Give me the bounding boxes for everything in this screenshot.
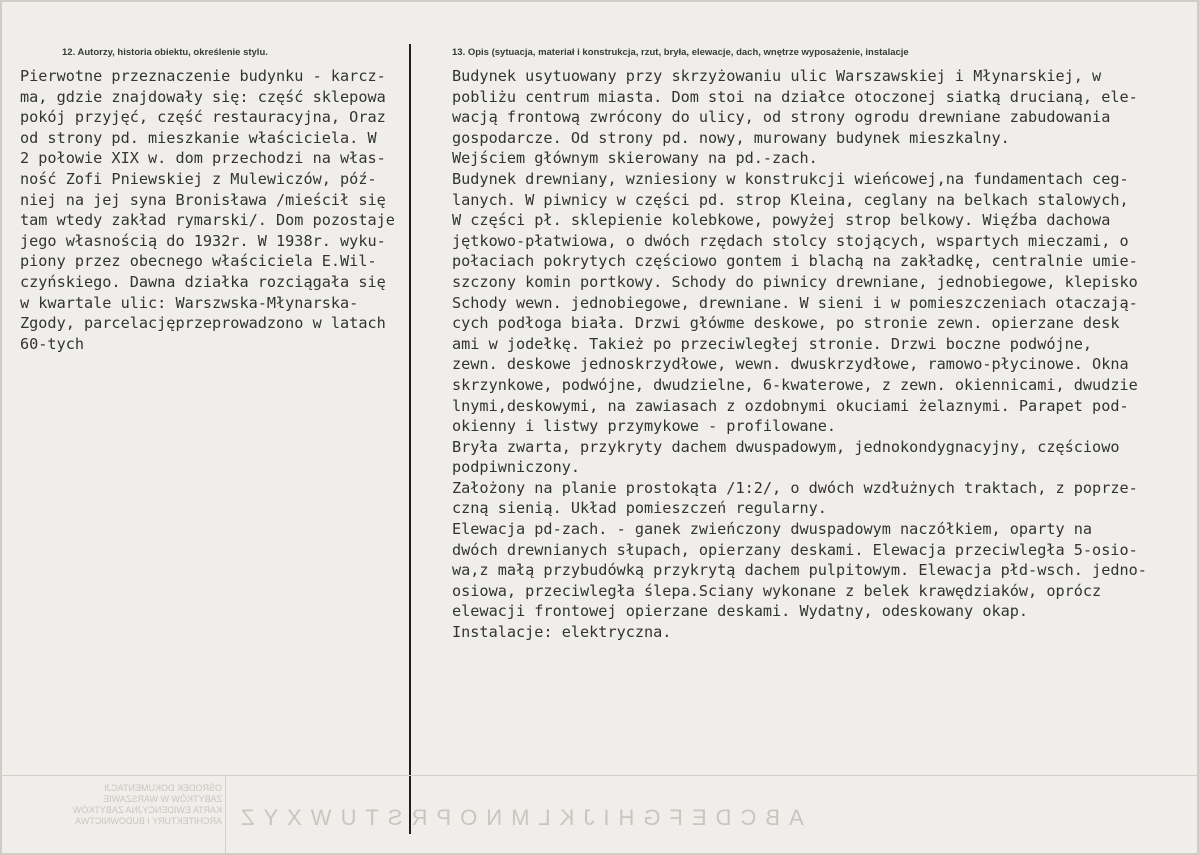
text-line: pokój przyjęć, część restauracyjna, Oraz xyxy=(20,108,386,127)
text-line: OŚRODEK DOKUMENTACJI xyxy=(104,783,222,793)
text-line: jętkowo-płatwiowa, o dwóch rzędach stolcy stojących, wspartych mieczami, o xyxy=(452,231,1129,250)
text-line: 60-tych xyxy=(20,334,85,353)
text-line: zewn. deskowe jednoskrzydłowe, wewn. dwuskrzydłowe, ramowo-płycinowe. Okna xyxy=(452,355,1129,374)
text-line: Instalacje: elektryczna. xyxy=(452,623,672,642)
text-line: lnymi,deskowymi, na zawiasach z ozdobnymi okuciami żelaznymi. Parapet pod- xyxy=(452,396,1129,415)
text-line: okienny i listwy przymykowe - profilowane. xyxy=(452,417,837,436)
text-line: gospodarcze. Od strony pd. nowy, murowany budynek mieszkalny. xyxy=(452,128,1010,147)
text-line: KARTA EWIDENCYJNA ZABYTKÓW xyxy=(72,805,222,815)
text-line: ność Zofi Pniewskiej z Mulewiczów, póź- xyxy=(20,169,377,188)
text-line: Zgody, parcelacjęprzeprowadzono w latach xyxy=(20,314,386,333)
text-line: podpiwniczony. xyxy=(452,458,581,477)
text-line: niej na jej syna Bronisława /mieścił się xyxy=(20,190,386,209)
section-13-heading: 13. Opis (sytuacja, materiał i konstrukcja, rzut, bryła, elewacje, dach, wnętrze wyposażenie, instalacje xyxy=(452,47,909,58)
text-line: elewacji frontowej opierzane deskami. Wydatny, odeskowany okap. xyxy=(452,602,1029,621)
text-line: Schody wewn. jednobiegowe, drewniane. W sieni i w pomieszczeniach otaczają- xyxy=(452,293,1138,312)
form-footer-bleedthrough xyxy=(0,775,1199,855)
section-13-text xyxy=(452,66,1197,643)
text-line: połaciach pokrytych częściowo gontem i blachą na zakładkę, centralnie umie- xyxy=(452,252,1138,271)
text-line: cych podłoga biała. Drzwi główme deskowe, po stronie zewn. opierzane desk xyxy=(452,314,1120,333)
text-line: piony przez obecnego właściciela E.Wil- xyxy=(20,252,377,271)
text-line: Założony na planie prostokąta /1:2/, o dwóch wzdłużnych traktach, z poprze- xyxy=(452,478,1138,497)
section-12-heading: 12. Autorzy, historia obiektu, określenie stylu. xyxy=(62,47,268,58)
text-line: jego własnością do 1932r. W 1938r. wyku- xyxy=(20,231,386,250)
text-line: od strony pd. mieszkanie właściciela. W xyxy=(20,128,377,147)
text-line: Wejściem głównym skierowany na pd.-zach. xyxy=(452,149,818,168)
footer-org-lines xyxy=(2,783,222,827)
section-12-text xyxy=(20,66,410,354)
text-line: Bryła zwarta, przykryty dachem dwuspadowym, jednokondygnacyjny, częściowo xyxy=(452,437,1120,456)
text-line: szczony komin portkowy. Schody do piwnicy drewniane, jednobiegowe, klepisko xyxy=(452,272,1138,291)
text-line: osiowa, przeciwległa ślepa.Sciany wykonane z belek krawędziaków, oprócz xyxy=(452,581,1102,600)
text-line: W części pł. sklepienie kolebkowe, powyżej strop belkowy. Więźba dachowa xyxy=(452,211,1111,230)
text-line: ZABYTKÓW W WARSZAWIE xyxy=(103,794,222,804)
text-line: 2 połowie XIX w. dom przechodzi na włas- xyxy=(20,149,386,168)
text-line: wa,z małą przybudówką przykrytą dachem pulpitowym. Elewacja płd-wsch. jedno- xyxy=(452,561,1147,580)
text-line: tam wtedy zakład rymarski/. Dom pozostaje xyxy=(20,211,395,230)
text-line: ARCHITEKTURY I BUDOWNICTWA xyxy=(75,816,222,826)
text-line: skrzynkowe, podwójne, dwudzielne, 6-kwaterowe, z zewn. okiennicami, dwudzie xyxy=(452,375,1138,394)
text-line: w kwartale ulic: Warszwska-Młynarska- xyxy=(20,293,359,312)
text-line: Budynek usytuowany przy skrzyżowaniu ulic Warszawskiej i Młynarskiej, w xyxy=(452,67,1102,85)
text-line: Budynek drewniany, wzniesiony w konstrukcji wieńcowej,na fundamentach ceg- xyxy=(452,169,1129,188)
text-line: wacją frontową zwrócony do ulicy, od strony ogrodu drewniane zabudowania xyxy=(452,108,1111,127)
text-line: czyńskiego. Dawna działka rozciągała się xyxy=(20,272,386,291)
text-line: pobliżu centrum miasta. Dom stoi na działce otoczonej siatką drucianą, ele- xyxy=(452,87,1138,106)
text-line: czną sienią. Układ pomieszczeń regularny. xyxy=(452,499,827,518)
footer-rule xyxy=(0,775,1199,776)
text-line: Pierwotne przeznaczenie budynku - karcz- xyxy=(20,67,386,85)
footer-divider xyxy=(225,775,226,855)
text-line: ma, gdzie znajdowały się: część sklepowa xyxy=(20,87,386,106)
footer-alphabet: ABCDEFGHIJKLMNOPRSTUWXYZ xyxy=(232,805,804,830)
text-line: ami w jodełkę. Takież po przeciwległej stronie. Drzwi boczne podwójne, xyxy=(452,334,1093,353)
text-line: lanych. W piwnicy w części pd. strop Kleina, ceglany na belkach stalowych, xyxy=(452,190,1129,209)
text-line: Elewacja pd-zach. - ganek zwieńczony dwuspadowym naczółkiem, oparty na xyxy=(452,520,1093,539)
text-line: dwóch drewnianych słupach, opierzany deskami. Elewacja przeciwległa 5-osio- xyxy=(452,540,1138,559)
